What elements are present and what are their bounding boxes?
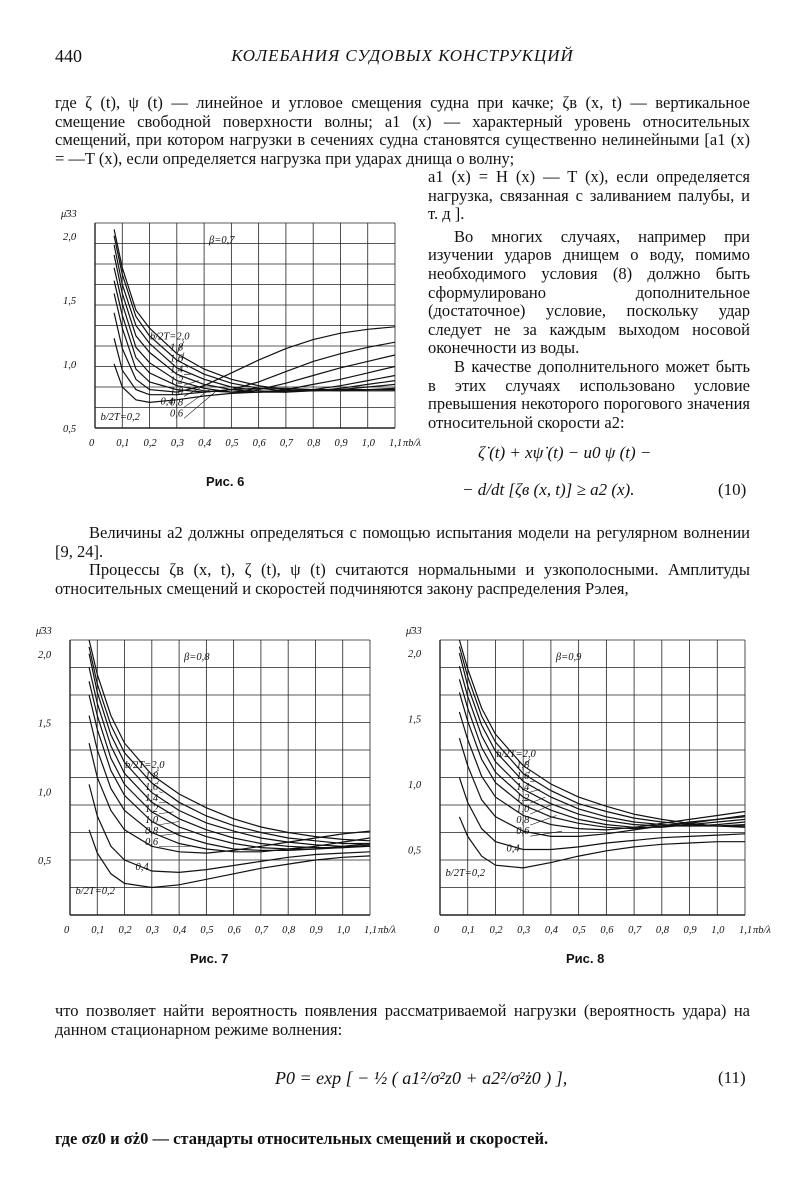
x-tick-label: 1,1 xyxy=(739,925,753,936)
page-number: 440 xyxy=(55,46,82,66)
series-label: 1,4 xyxy=(516,782,530,794)
series-label: b/2T=2,0 xyxy=(496,749,536,761)
running-title: КОЛЕБАНИЯ СУДОВЫХ КОНСТРУКЦИЙ xyxy=(231,46,574,65)
right-column xyxy=(428,168,750,432)
y-axis-label: μ̄33 xyxy=(36,626,52,637)
series-label: 0,6 xyxy=(516,826,530,838)
series-label: 1,0 xyxy=(516,804,530,816)
paragraph-1-continued: a1 (x) = H (x) — T (x), если определяется нагрузка, связанная с заливанием палубы, и т. д ]. xyxy=(428,167,750,224)
y-tick-label: 1,0 xyxy=(38,787,52,799)
paragraph-7 xyxy=(55,1130,750,1149)
x-tick-label: 0,2 xyxy=(143,438,157,449)
x-tick-label: 0,4 xyxy=(198,438,212,449)
x-tick-label: 0,2 xyxy=(118,925,132,936)
x-tick-label: 0,5 xyxy=(572,925,586,936)
y-tick-label: 1,5 xyxy=(38,718,52,730)
equation-11: P0 = exp [ − ½ ( a1²/σ²z0 + a2²/σ²ż0 ) ], xyxy=(275,1068,568,1088)
series-label: 1,6 xyxy=(516,771,530,783)
x-tick-label: 0,6 xyxy=(252,438,266,449)
x-tick-label: 0,4 xyxy=(173,925,187,936)
series-leader xyxy=(530,789,540,792)
figure-8-chart xyxy=(406,620,771,940)
beta-annotation: β=0,9 xyxy=(555,652,582,663)
paragraph-1-text: где ζ (t), ψ (t) — линейное и угловое смещения судна при качке; ζв (x, t) — вертикальное смещение свободной поверхности волны; a1 (x) — характерный уровень относительных смещений, при котором нагрузки в сечениях судна становятся существенно нелинейными [a1 (x) = —T (x), если определяется нагрузка при ударах днища о волну; xyxy=(55,93,750,168)
series-leader xyxy=(159,812,174,814)
x-tick-label: 0,9 xyxy=(334,438,348,449)
x-axis-label: πb/λ xyxy=(753,925,771,936)
series-label: 0,4 xyxy=(506,843,520,855)
y-tick-label: 2,0 xyxy=(63,231,77,243)
series-leader xyxy=(530,815,556,825)
x-tick-label: 0,8 xyxy=(307,438,321,449)
paragraph-4-text: Величины a2 должны определяться с помощью испытания модели на регулярном волнении [9, 24]. xyxy=(55,523,750,561)
x-tick-label: 0 xyxy=(434,925,440,936)
series-line xyxy=(459,692,745,828)
series-label: b/2T=2,0 xyxy=(125,759,165,771)
x-tick-label: 0,7 xyxy=(254,925,269,936)
series-label: 0,4 xyxy=(135,862,149,873)
equation-10-line-1: ζ̇ (t) + xψ̇ (t) − u0 ψ (t) − xyxy=(478,443,652,462)
x-tick-label: 0,5 xyxy=(225,438,239,449)
series-label: 1,2 xyxy=(170,375,184,387)
series-label: 1,8 xyxy=(145,770,159,782)
series-label: 0,6 xyxy=(170,408,184,420)
figure-8-caption: Рис. 8 xyxy=(566,951,605,966)
figure-7-caption: Рис. 7 xyxy=(190,951,229,966)
series-label: 1,6 xyxy=(145,781,159,793)
y-tick-label: 0,5 xyxy=(38,856,52,867)
x-tick-label: 0,8 xyxy=(282,925,296,936)
series-line xyxy=(459,647,745,827)
y-tick-label: 1,5 xyxy=(63,295,77,307)
x-tick-label: 0,2 xyxy=(489,925,503,936)
figure-6-chart xyxy=(55,198,421,468)
series-label: b/2T=0,2 xyxy=(100,411,140,423)
paragraph-7-text: где σz0 и σż0 — стандарты относительных смещений и скоростей. xyxy=(55,1129,549,1148)
series-line xyxy=(114,313,395,392)
series-label: 1,8 xyxy=(170,342,184,354)
series-line xyxy=(89,668,370,848)
series-label: 1,8 xyxy=(516,760,530,772)
paragraph-5-text: Процессы ζв (x, t), ζ (t), ψ (t) считаются нормальными и узкополосными. Амплитуды относительных смещений и скоростей подчиняются закону распределения Рэлея, xyxy=(55,560,750,598)
y-axis-label: μ̄33 xyxy=(61,209,77,220)
paragraph-6-text: что позволяет найти вероятность появления рассматриваемой нагрузки (вероятность удара) на данном стационарном режиме волнения: xyxy=(55,1001,750,1039)
paragraph-4 xyxy=(55,524,750,598)
series-line xyxy=(114,294,395,393)
y-tick-label: 1,5 xyxy=(408,714,422,726)
x-tick-label: 0,1 xyxy=(91,925,105,936)
x-tick-label: 0,6 xyxy=(227,925,241,936)
paragraph-2: Во многих случаях, например при изучении ударов днищем о воду, помимо необходимого условия (8) должно быть сформулировано дополнительное (достаточное) условие, поскольку удар следует не за каждым выходом носовой оконечности из воды. xyxy=(428,226,750,358)
x-tick-label: 0,7 xyxy=(279,438,294,449)
series-line xyxy=(114,268,395,392)
x-tick-label: 0,5 xyxy=(200,925,214,936)
series-line xyxy=(89,716,370,852)
series-leader xyxy=(159,792,163,793)
figure-7 xyxy=(32,620,396,945)
x-tick-label: 0,3 xyxy=(145,925,159,936)
equation-10-line-2: − d/dt [ζв (x, t)] ≥ a2 (x). xyxy=(462,480,635,499)
figure-8 xyxy=(406,620,771,945)
series-line xyxy=(114,255,395,392)
series-label: 1,4 xyxy=(170,364,184,376)
series-label: 0,6 xyxy=(145,836,159,848)
beta-annotation: β=0,7 xyxy=(209,235,235,246)
x-tick-label: 0,1 xyxy=(116,438,130,449)
y-tick-label: 1,0 xyxy=(408,780,422,792)
y-tick-label: 1,0 xyxy=(63,359,77,371)
series-label: 0,4 xyxy=(160,396,174,408)
x-tick-label: 0,8 xyxy=(655,925,669,936)
series-line xyxy=(114,245,395,392)
series-line xyxy=(459,653,745,826)
figure-6 xyxy=(55,198,421,473)
paragraph-1 xyxy=(55,94,750,168)
series-label: 1,6 xyxy=(170,353,184,365)
series-line xyxy=(89,695,370,850)
x-tick-label: 0,4 xyxy=(544,925,559,936)
x-tick-label: 1,1 xyxy=(364,925,378,936)
series-line xyxy=(459,640,745,827)
paragraph-3: В качестве дополнительного может быть в этих случаях использовано условие превышения некоторого порогового значения относительной скорости a2: xyxy=(428,356,750,432)
series-label: b/2T=0,2 xyxy=(75,885,115,897)
series-label: 1,2 xyxy=(516,793,530,805)
equation-11-number: (11) xyxy=(718,1068,746,1087)
series-label: 1,0 xyxy=(170,386,184,398)
x-axis-label: πb/λ xyxy=(403,438,421,449)
x-tick-label: 0,9 xyxy=(309,925,323,936)
x-tick-label: 1,0 xyxy=(361,438,375,449)
figure-7-chart xyxy=(32,620,396,940)
x-axis-label: πb/λ xyxy=(378,925,396,936)
series-label: 1,0 xyxy=(145,814,159,826)
x-tick-label: 1,0 xyxy=(711,925,725,936)
series-line xyxy=(89,640,370,841)
x-tick-label: 0,7 xyxy=(628,925,642,936)
series-line xyxy=(89,647,370,844)
y-tick-label: 2,0 xyxy=(38,649,52,661)
y-tick-label: 2,0 xyxy=(408,649,422,661)
equation-10-number: (10) xyxy=(718,480,747,499)
y-tick-label: 0,5 xyxy=(63,424,77,435)
series-label: b/2T=0,2 xyxy=(445,868,486,880)
x-tick-label: 0,1 xyxy=(461,925,475,936)
series-label: 0,8 xyxy=(516,815,530,827)
x-tick-label: 0,3 xyxy=(170,438,184,449)
series-label: b/2T=2,0 xyxy=(150,331,190,343)
x-tick-label: 1,0 xyxy=(336,925,350,936)
series-label: 1,2 xyxy=(145,803,159,815)
series-label: 0,8 xyxy=(170,397,184,409)
y-axis-label: μ̄33 xyxy=(406,626,422,637)
series-label: 1,4 xyxy=(145,792,159,804)
beta-annotation: β=0,8 xyxy=(184,652,210,663)
x-tick-label: 0,6 xyxy=(600,925,614,936)
series-label: 0,8 xyxy=(145,825,159,837)
figure-6-caption: Рис. 6 xyxy=(206,474,245,489)
x-tick-label: 0 xyxy=(89,438,95,449)
x-tick-label: 0,3 xyxy=(517,925,531,936)
series-line xyxy=(459,712,745,830)
x-tick-label: 0,9 xyxy=(683,925,697,936)
x-tick-label: 0 xyxy=(64,925,70,936)
paragraph-6 xyxy=(55,1002,750,1039)
x-tick-label: 1,1 xyxy=(389,438,403,449)
y-tick-label: 0,5 xyxy=(408,845,422,857)
series-leader xyxy=(159,846,190,847)
